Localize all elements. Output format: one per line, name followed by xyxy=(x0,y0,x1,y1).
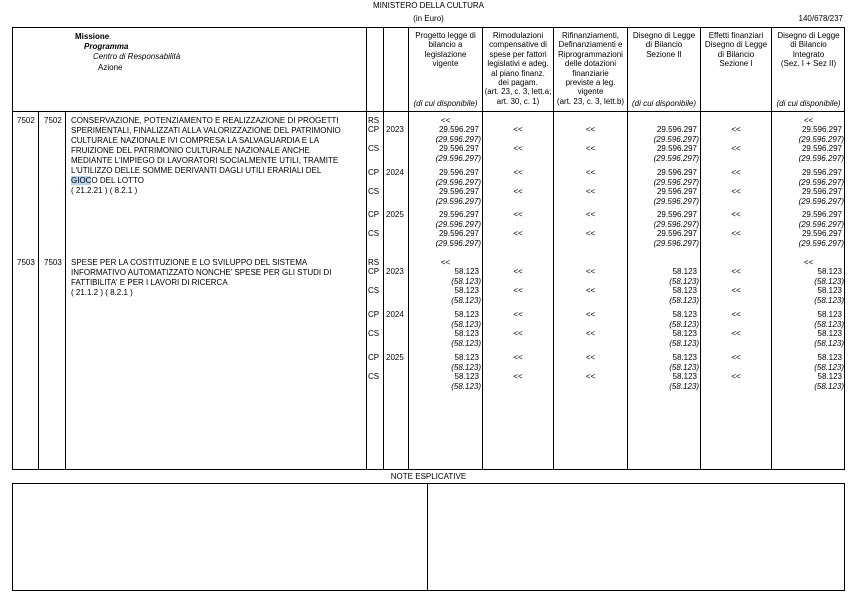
zero-value: << xyxy=(731,372,741,382)
cp-value: 58.123 xyxy=(672,267,697,276)
cs-disponibile: (29.596.297) xyxy=(798,153,844,163)
cs-value: 29.596.297 xyxy=(438,144,479,154)
zero-value: << xyxy=(513,187,523,197)
cp-disponibile: (29.596.297) xyxy=(653,177,699,187)
cs-value: 58.123 xyxy=(454,372,479,382)
year-label: 2024 xyxy=(386,310,404,319)
cs-value: 29.596.297 xyxy=(801,187,842,197)
cp-disponibile: (58.123) xyxy=(669,319,699,329)
cp-value: 29.596.297 xyxy=(801,210,842,219)
row-code-1: 7502 xyxy=(17,116,35,125)
notes-divider xyxy=(427,483,428,591)
cs-value: 29.596.297 xyxy=(801,229,842,239)
cs-value: 29.596.297 xyxy=(656,144,697,154)
zero-value: << xyxy=(731,168,741,177)
cp-value: 29.596.297 xyxy=(656,210,697,219)
row-code-2: 7502 xyxy=(44,116,62,125)
zero-value: << xyxy=(731,187,741,197)
header-col-progetto: Progetto legge di bilancio a legislazione vigente xyxy=(415,31,476,69)
zero-value: << xyxy=(585,286,596,296)
rs-value: << xyxy=(803,258,814,267)
cs-disponibile: (29.596.297) xyxy=(435,153,481,163)
row-code-2: 7503 xyxy=(44,258,62,267)
zero-value: << xyxy=(585,187,596,197)
rs-value: << xyxy=(803,116,814,125)
cp-disponibile: (29.596.297) xyxy=(653,219,699,229)
cp-value: 29.596.297 xyxy=(438,168,479,177)
cs-value: 58.123 xyxy=(817,329,842,339)
cs-disponibile: (29.596.297) xyxy=(435,238,481,248)
header-col-rifinanziamenti: Rifinanziamenti, Definanziamenti e Riprogrammazioni delle dotazioni finanziarie previste a leg. vigente (art. 23, c. 3, lett.b) xyxy=(556,31,625,106)
row-code-1: 7503 xyxy=(17,258,35,267)
year-label: 2025 xyxy=(386,353,404,362)
cs-value: 29.596.297 xyxy=(656,229,697,239)
zero-value: << xyxy=(513,353,523,362)
cs-label: CS xyxy=(368,372,380,382)
cs-value: 29.596.297 xyxy=(438,229,479,239)
zero-value: << xyxy=(731,210,741,219)
rs-label: RS xyxy=(368,258,380,267)
cp-disponibile: (58.123) xyxy=(451,276,481,286)
cs-disponibile: (58.123) xyxy=(814,338,844,348)
notes-title: NOTE ESPLICATIVE xyxy=(390,472,467,481)
cs-disponibile: (58.123) xyxy=(669,338,699,348)
cp-value: 29.596.297 xyxy=(438,125,479,134)
highlighted-text: GIOC xyxy=(71,176,92,185)
header-divider xyxy=(12,111,845,112)
zero-value: << xyxy=(731,329,741,339)
cs-value: 29.596.297 xyxy=(801,144,842,154)
cs-value: 58.123 xyxy=(672,329,697,339)
zero-value: << xyxy=(513,210,523,219)
header-disponibile: (di cui disponibile) xyxy=(776,99,841,108)
cp-value: 58.123 xyxy=(454,353,479,362)
row-description: SPESE PER LA COSTITUZIONE E LO SVILUPPO DEL SISTEMA INFORMATIVO AUTOMATIZZATO NONCHE' SPESE PER GLI STUDI DI FATTIBILITA' E PER I LAVORI DI RICERCA ( 21.1.2 ) ( 8.2.1 ) xyxy=(71,258,332,297)
cs-disponibile: (29.596.297) xyxy=(798,238,844,248)
cs-label: CS xyxy=(368,187,380,197)
year-label: 2023 xyxy=(386,125,404,134)
zero-value: << xyxy=(731,125,741,134)
cs-label: CS xyxy=(368,229,380,239)
cp-disponibile: (58.123) xyxy=(814,362,844,372)
cs-disponibile: (58.123) xyxy=(814,381,844,391)
cp-disponibile: (29.596.297) xyxy=(435,134,481,144)
cp-value: 58.123 xyxy=(817,267,842,276)
cp-value: 29.596.297 xyxy=(656,168,697,177)
cs-value: 58.123 xyxy=(817,372,842,382)
cs-disponibile: (58.123) xyxy=(451,295,481,305)
cp-value: 29.596.297 xyxy=(438,210,479,219)
zero-value: << xyxy=(731,229,741,239)
zero-value: << xyxy=(585,210,596,219)
rs-value: << xyxy=(440,258,451,267)
zero-value: << xyxy=(585,267,596,276)
cp-disponibile: (29.596.297) xyxy=(435,177,481,187)
rs-label: RS xyxy=(368,116,380,125)
zero-value: << xyxy=(731,286,741,296)
zero-value: << xyxy=(731,267,741,276)
cs-disponibile: (58.123) xyxy=(814,295,844,305)
cp-disponibile: (29.596.297) xyxy=(798,177,844,187)
cp-label: CP xyxy=(368,168,380,177)
year-label: 2025 xyxy=(386,210,404,219)
zero-value: << xyxy=(585,329,596,339)
year-block xyxy=(0,125,857,165)
cs-disponibile: (58.123) xyxy=(451,338,481,348)
rs-value: << xyxy=(440,116,451,125)
zero-value: << xyxy=(585,125,596,134)
cp-disponibile: (58.123) xyxy=(451,319,481,329)
zero-value: << xyxy=(731,144,741,154)
zero-value: << xyxy=(731,310,741,319)
zero-value: << xyxy=(731,353,741,362)
cp-value: 29.596.297 xyxy=(801,168,842,177)
header-missione: Missione xyxy=(75,32,110,41)
cs-value: 58.123 xyxy=(454,286,479,296)
notes-box xyxy=(12,483,845,591)
cp-value: 58.123 xyxy=(672,353,697,362)
cp-disponibile: (29.596.297) xyxy=(798,219,844,229)
cp-disponibile: (29.596.297) xyxy=(653,134,699,144)
year-block xyxy=(0,353,857,393)
year-block xyxy=(0,310,857,350)
cp-value: 58.123 xyxy=(672,310,697,319)
zero-value: << xyxy=(585,353,596,362)
cp-label: CP xyxy=(368,267,380,276)
cp-value: 58.123 xyxy=(817,353,842,362)
zero-value: << xyxy=(585,168,596,177)
zero-value: << xyxy=(585,372,596,382)
zero-value: << xyxy=(513,310,523,319)
cs-value: 58.123 xyxy=(672,286,697,296)
cs-disponibile: (29.596.297) xyxy=(653,196,699,206)
cp-value: 29.596.297 xyxy=(801,125,842,134)
cp-label: CP xyxy=(368,125,380,134)
year-label: 2024 xyxy=(386,168,404,177)
cs-disponibile: (58.123) xyxy=(669,295,699,305)
page-reference: 140/678/237 xyxy=(798,14,843,23)
cp-label: CP xyxy=(368,310,380,319)
zero-value: << xyxy=(513,286,523,296)
cs-value: 29.596.297 xyxy=(438,187,479,197)
zero-value: << xyxy=(513,267,523,276)
cp-disponibile: (58.123) xyxy=(814,319,844,329)
header-disponibile: (di cui disponibile) xyxy=(631,99,697,108)
header-col-integrato: Disegno di Legge di Bilancio Integrato (Sez. I + Sez II) xyxy=(777,31,840,69)
cs-disponibile: (58.123) xyxy=(451,381,481,391)
cp-disponibile: (58.123) xyxy=(669,362,699,372)
zero-value: << xyxy=(513,125,523,134)
year-block xyxy=(0,210,857,250)
zero-value: << xyxy=(513,168,523,177)
cp-value: 29.596.297 xyxy=(656,125,697,134)
cp-disponibile: (29.596.297) xyxy=(798,134,844,144)
cs-label: CS xyxy=(368,329,380,339)
year-label: 2023 xyxy=(386,267,404,276)
cs-label: CS xyxy=(368,144,380,154)
cs-disponibile: (29.596.297) xyxy=(435,196,481,206)
year-block xyxy=(0,267,857,307)
year-block xyxy=(0,168,857,208)
header-disponibile: (di cui disponibile) xyxy=(413,99,478,108)
zero-value: << xyxy=(513,372,523,382)
zero-value: << xyxy=(585,310,596,319)
cp-value: 58.123 xyxy=(454,267,479,276)
zero-value: << xyxy=(513,144,523,154)
cp-disponibile: (29.596.297) xyxy=(435,219,481,229)
header-col-rimodulazioni: Rimodulazioni compensative di spese per fattori legislativi e adeg. al piano finanz. dei pagam. (art. 23, c. 3, lett.a; art. 30, c. 1) xyxy=(484,31,552,106)
zero-value: << xyxy=(513,229,523,239)
cs-disponibile: (29.596.297) xyxy=(653,238,699,248)
cp-label: CP xyxy=(368,353,380,362)
header-col-sezione-ii: Disegno di Legge di Bilancio Sezione II xyxy=(632,31,696,59)
cs-value: 58.123 xyxy=(672,372,697,382)
zero-value: << xyxy=(513,329,523,339)
cp-disponibile: (58.123) xyxy=(451,362,481,372)
header-azione: Azione xyxy=(98,63,123,72)
cp-label: CP xyxy=(368,210,380,219)
cs-disponibile: (29.596.297) xyxy=(653,153,699,163)
row-description: CONSERVAZIONE, POTENZIAMENTO E REALIZZAZIONE DI PROGETTI SPERIMENTALI, FINALIZZATI ALLA VALORIZZAZIONE DEL PATRIMONIO CULTURALE NAZIONALE IVI COMPRESA LA SALVAGUARDIA E LA FRUIZIONE DEL PATRIMONIO CULTURALE NAZIONALE ANCHE MEDIANTE L'IMPIEGO DI LAVORATORI SOCIALMENTE UTILI, TRAMITE L'UTILIZZO DELLE SOMME DERIVANTI DAGLI UTILI ERARIALI DEL GIOCO DEL LOTTO ( 21.2.21 ) ( 8.2.1 ) xyxy=(71,116,341,195)
cs-label: CS xyxy=(368,286,380,296)
currency-label: (in Euro) xyxy=(413,14,444,23)
cp-disponibile: (58.123) xyxy=(814,276,844,286)
header-centro: Centro di Responsabilità xyxy=(93,52,181,61)
cp-value: 58.123 xyxy=(817,310,842,319)
cs-value: 58.123 xyxy=(454,329,479,339)
header-col-sezione-i: Effetti finanziari Disegno di Legge di Bilancio Sezione I xyxy=(704,31,768,69)
header-programma: Programma xyxy=(84,42,129,51)
cs-value: 58.123 xyxy=(817,286,842,296)
zero-value: << xyxy=(585,229,596,239)
zero-value: << xyxy=(585,144,596,154)
cs-disponibile: (29.596.297) xyxy=(798,196,844,206)
cs-value: 29.596.297 xyxy=(656,187,697,197)
ministry-title: MINISTERO DELLA CULTURA xyxy=(373,1,484,10)
cs-disponibile: (58.123) xyxy=(669,381,699,391)
cp-value: 58.123 xyxy=(454,310,479,319)
cp-disponibile: (58.123) xyxy=(669,276,699,286)
